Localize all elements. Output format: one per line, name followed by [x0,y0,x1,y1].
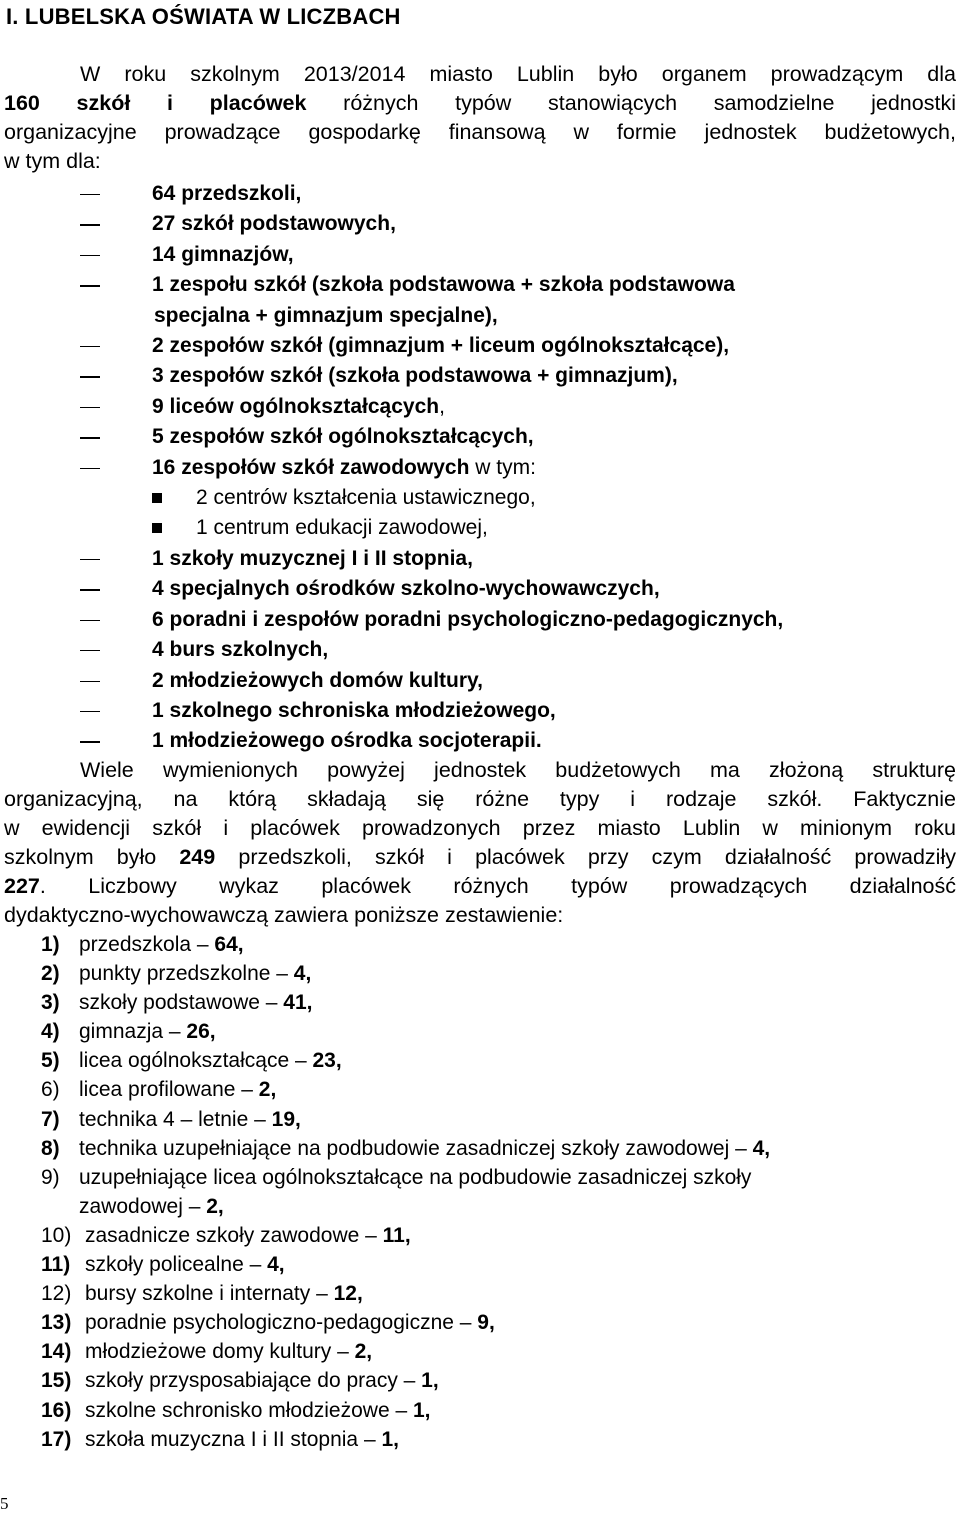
list-item-tail: w tym: [469,455,536,479]
dash-bullet [80,285,100,286]
item-number: 6) [41,1078,60,1102]
list-item [0,209,960,239]
numbered-item [0,1425,960,1454]
intro-line: W roku szkolnym 2013/2014 miasto Lublin było organem prowadzącym dla [80,62,956,86]
sub-list-item-text: 2 centrów kształcenia ustawicznego, [196,486,536,510]
item-text [0,1105,960,1134]
numbered-item [0,930,960,959]
list-item-text: 1 zespołu szkół (szkoła podstawowa + szkoła podstawowa [152,273,735,297]
item-text [0,930,960,959]
numbered-item [0,1366,960,1395]
list-item-text: 9 liceów ogólnokształcących [152,394,440,418]
list-item-text: 2 zespołów szkół (gimnazjum + liceum ogólnokształcące), [152,334,730,358]
item-text [0,959,960,988]
item-text [0,1221,960,1250]
intro-line: organizacyjne prowadzące gospodarkę finansową w formie jednostek budżetowych, [4,120,956,144]
item-text [0,1279,960,1308]
intro-line-rest: różnych typów stanowiących samodzielne jednostki [306,91,956,115]
list-item [0,666,960,696]
dash-bullet [80,437,100,438]
item-number: 12) [41,1282,72,1306]
item-label: szkoła muzyczna I i II stopnia – [85,1427,382,1451]
numbered-item [0,1046,960,1075]
item-value: 1, [381,1427,399,1451]
item-label: szkoły policealne – [85,1253,268,1277]
list-item-text: 1 młodzieżowego ośrodka socjoterapii. [152,729,542,753]
numbered-list [0,930,960,1454]
dash-bullet [80,681,100,682]
summary-count-total: 249 [179,845,216,869]
item-value: 4, [293,962,312,986]
summary-text: . Liczbowy wykaz placówek różnych typów prowadzących działalność [39,874,956,898]
list-item [0,544,960,574]
list-item-tail: , [439,394,445,418]
dash-bullet [80,376,100,377]
list-item [0,361,960,391]
dash-bullet [80,407,100,408]
dash-bullet [80,620,100,621]
item-text-continuation [0,1192,960,1221]
item-number: 4) [41,1020,60,1044]
list-item [0,270,960,331]
page-number: 5 [0,1494,9,1513]
dash-bullet [80,589,100,590]
list-item-text: 2 młodzieżowych domów kultury, [152,668,483,692]
summary-line: organizacyjną, na którą składają się różne typy i rodzaje szkół. Faktycznie [4,787,956,811]
summary-paragraph [4,756,956,930]
dash-bullet [80,650,100,651]
list-item-text: 1 szkolnego schroniska młodzieżowego, [152,698,556,722]
intro-bold-count: 160 szkół i placówek [4,91,307,115]
item-number: 9) [41,1165,60,1189]
item-label: zasadnicze szkoły zawodowe – [85,1223,383,1247]
numbered-item [0,1337,960,1366]
item-value: 2, [258,1078,277,1102]
numbered-item [0,1308,960,1337]
list-item [0,726,960,756]
item-label: uzupełniające licea ogólnokształcące na podbudowie zasadniczej szkoły [79,1165,752,1189]
item-value: 41, [283,991,313,1015]
item-text [0,1250,960,1279]
item-number: 5) [41,1049,60,1073]
item-label: młodzieżowe domy kultury – [85,1340,355,1364]
list-item [0,422,960,452]
item-text [0,1163,960,1192]
item-text [0,1308,960,1337]
square-bullet-icon [152,523,162,533]
numbered-item [0,1163,960,1221]
item-number: 14) [41,1340,72,1364]
item-text [0,1134,960,1163]
list-item [0,331,960,361]
item-number: 8) [41,1136,60,1160]
dash-bullet [80,194,100,195]
list-item [0,392,960,422]
item-number: 7) [41,1107,60,1131]
institution-list [0,179,960,757]
list-item [0,179,960,209]
list-item [0,605,960,635]
item-label: zawodowej – [79,1194,207,1218]
numbered-item [0,1396,960,1425]
item-text [0,1396,960,1425]
section-heading: I. LUBELSKA OŚWIATA W LICZBACH [6,4,401,29]
item-label: poradnie psychologiczno-pedagogiczne – [85,1311,478,1335]
item-text [0,1337,960,1366]
item-text [0,1046,960,1075]
summary-line: w ewidencji szkół i placówek prowadzonych przez miasto Lublin w minionym roku [4,816,956,840]
item-number: 17) [41,1427,72,1451]
item-label: szkoły przysposabiające do pracy – [85,1369,422,1393]
list-item-text: 3 zespołów szkół (szkoła podstawowa + gimnazjum), [152,364,678,388]
item-text [0,1425,960,1454]
item-value: 12, [333,1282,363,1306]
item-label: szkoły podstawowe – [79,991,284,1015]
numbered-item [0,1221,960,1250]
numbered-item [0,1134,960,1163]
item-value: 2, [354,1340,373,1364]
dash-bullet [80,559,100,560]
item-value: 64, [214,933,244,956]
list-item-text: 4 burs szkolnych, [152,638,329,662]
list-item-continuation: specjalna + gimnazjum specjalne), [154,303,498,327]
item-number: 1) [41,933,60,956]
item-label: licea profilowane – [79,1078,259,1102]
list-item [0,635,960,665]
list-item-text: 1 szkoły muzycznej I i II stopnia, [152,546,473,570]
numbered-item [0,1075,960,1104]
sub-list-item [0,483,960,513]
item-number: 2) [41,962,60,986]
item-text [0,1017,960,1046]
item-number: 13) [41,1311,72,1335]
item-value: 4, [267,1253,285,1277]
dash-bullet [80,711,100,712]
dash-bullet [80,255,100,256]
item-text [0,1075,960,1104]
item-label: bursy szkolne i internaty – [85,1282,334,1306]
item-number: 15) [41,1369,72,1393]
square-bullet-icon [152,493,162,503]
numbered-item [0,1279,960,1308]
numbered-item [0,1017,960,1046]
summary-text: szkolnym było [4,845,180,869]
dash-bullet [80,346,100,347]
item-value: 2, [206,1194,224,1218]
list-item [0,453,960,483]
item-value: 11, [382,1223,411,1247]
summary-line [4,872,956,901]
list-item-text: 27 szkół podstawowych, [152,212,396,236]
summary-line [4,843,956,872]
item-value: 1, [421,1369,439,1393]
item-label: licea ogólnokształcące – [79,1049,313,1073]
list-item [0,574,960,604]
item-number: 11) [41,1253,71,1277]
intro-paragraph [4,60,956,176]
item-value: 26, [186,1020,216,1044]
numbered-item [0,959,960,988]
item-text [0,988,960,1017]
item-number: 10) [41,1223,72,1247]
dash-bullet [80,468,100,469]
item-value: 9, [477,1311,495,1335]
list-item [0,696,960,726]
list-item-text: 4 specjalnych ośrodków szkolno-wychowawczych, [152,577,660,601]
sub-list-item-text: 1 centrum edukacji zawodowej, [196,516,488,540]
summary-count-active: 227 [4,874,40,898]
item-number: 3) [41,991,60,1015]
numbered-item [0,988,960,1017]
item-label: technika uzupełniające na podbudowie zasadniczej szkoły zawodowej – [79,1136,753,1160]
item-label: punkty przedszkolne – [79,962,294,986]
item-label: szkolne schronisko młodzieżowe – [85,1398,413,1422]
dash-bullet [80,741,100,742]
intro-line: w tym dla: [4,149,101,173]
dash-bullet [80,224,100,225]
item-label: gimnazja – [79,1020,187,1044]
item-value: 1, [412,1398,431,1422]
list-item-text: 6 poradni i zespołów poradni psychologiczno-pedagogicznych, [152,607,784,631]
numbered-item [0,1250,960,1279]
item-number: 16) [41,1398,72,1422]
list-item-text: 14 gimnazjów, [152,242,294,266]
intro-line [4,89,956,118]
item-value: 19, [271,1107,301,1131]
summary-text: przedszkoli, szkół i placówek przy czym działalność prowadziły [215,845,956,869]
list-item-text: 5 zespołów szkół ogólnokształcących, [152,425,534,449]
summary-line: dydaktyczno-wychowawczą zawiera poniższe zestawienie: [4,903,564,927]
item-text [0,1366,960,1395]
summary-line: Wiele wymienionych powyżej jednostek budżetowych ma złożoną strukturę [80,758,956,782]
list-item-text: 64 przedszkoli, [152,182,302,205]
item-value: 4, [752,1136,771,1160]
sub-list-item [0,513,960,543]
list-item [0,240,960,270]
item-label: technika 4 – letnie – [79,1107,272,1131]
numbered-item [0,1105,960,1134]
item-label: przedszkola – [79,933,215,956]
list-item-text: 16 zespołów szkół zawodowych [152,455,470,479]
item-value: 23, [312,1049,342,1073]
